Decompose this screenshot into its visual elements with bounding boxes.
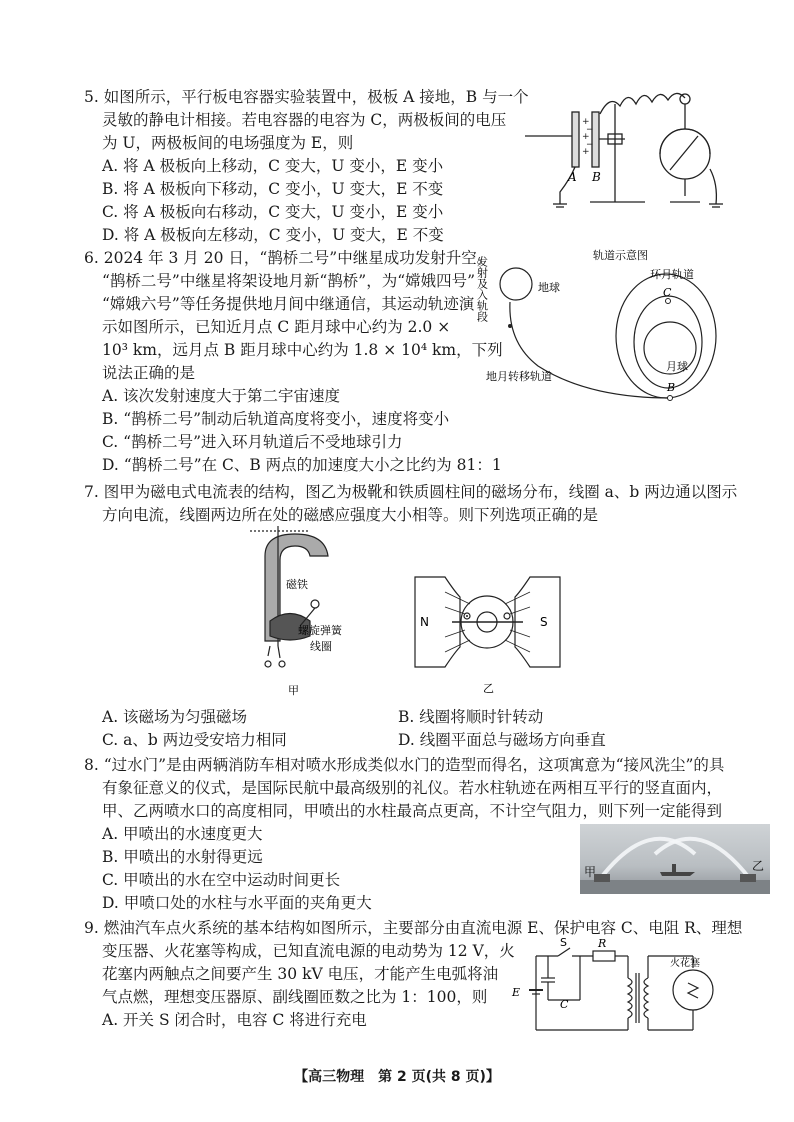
- source-e-label: E: [512, 986, 521, 999]
- capacitor-electrometer-figure: [520, 84, 725, 214]
- q5-line: 为 U，两极板间的电场强度为 E，则: [102, 134, 354, 152]
- coil-label: 线圈: [310, 640, 332, 653]
- magnet-label: 磁铁: [286, 578, 308, 591]
- q6-option-c: C. “鹊桥二号”进入环月轨道后不受地球引力: [102, 433, 403, 451]
- q5-line: 5. 如图所示，平行板电容器实验装置中，极板 A 接地，B 与一个: [84, 88, 529, 106]
- magnetic-field-distribution-figure: [410, 572, 565, 694]
- svg-text:+: +: [582, 117, 590, 127]
- q6-line: 10³ km，远月点 B 距月球中心约为 1.8 × 10⁴ km，下列: [102, 341, 503, 359]
- truck-jia-label: 甲: [584, 865, 597, 879]
- q9-line: 气点燃，理想变压器原、副线圈匝数之比为 1：100，则: [102, 988, 488, 1006]
- q9-line: 花塞内两触点之间要产生 30 kV 电压，才能产生电弧将油: [102, 965, 499, 983]
- q5-option-d: D. 将 A 极板向左移动，C 变小，U 变大，E 不变: [102, 226, 444, 244]
- q8-line: 有象征意义的仪式，是国际民航中最高级别的礼仪。若水柱轨迹在两相互平行的竖直面内，: [102, 779, 723, 797]
- resistor-r-label: R: [598, 937, 607, 950]
- figure-jia-label: 甲: [288, 684, 299, 697]
- figure-yi-label: 乙: [483, 682, 494, 695]
- orbit-diagram-title: 轨道示意图: [593, 249, 648, 262]
- q7-option-b: B. 线圈将顺时针转动: [398, 708, 544, 726]
- q6-line: 示如图所示，已知近月点 C 距月球中心约为 2.0 ×: [102, 318, 451, 336]
- q6-line: “嫦娥六号”等任务提供地月间中继通信，其运动轨迹演: [102, 295, 475, 313]
- plate-a-label: A: [568, 170, 577, 184]
- svg-text:+: +: [582, 132, 590, 142]
- svg-text:+: +: [582, 147, 590, 157]
- svg-text:−: −: [586, 125, 594, 135]
- q8-option-d: D. 甲喷口处的水柱与水平面的夹角更大: [102, 894, 372, 912]
- q8-option-b: B. 甲喷出的水射得更远: [102, 848, 263, 866]
- q7-option-c: C. a、b 两边受安培力相同: [102, 731, 287, 749]
- q6-line: 说法正确的是: [102, 364, 196, 382]
- q6-line: 6. 2024 年 3 月 20 日，“鹊桥二号”中继星成功发射升空。: [84, 249, 493, 267]
- q5-option-b: B. 将 A 极板向下移动，C 变小，U 变大，E 不变: [102, 180, 444, 198]
- south-pole-label: S: [540, 615, 548, 629]
- earth-label: 地球: [538, 281, 560, 294]
- q6-option-d: D. “鹊桥二号”在 C、B 两点的加速度大小之比约为 81：1: [102, 456, 502, 474]
- q9-line: 变压器、火花塞等构成，已知直流电源的电动势为 12 V，火: [102, 942, 515, 960]
- q6-line: “鹊桥二号”中继星将架设地月新“鹊桥”，为“嫦娥四号”: [102, 272, 476, 290]
- lunar-orbit-label: 环月轨道: [650, 268, 694, 281]
- switch-s-label: S: [560, 936, 567, 949]
- launch-phase-label: 发射及入轨段: [475, 256, 489, 322]
- truck-yi-label: 乙: [752, 859, 765, 873]
- page-footer: 【高三物理 第 2 页(共 8 页)】: [294, 1069, 500, 1085]
- water-salute-photo: [580, 824, 770, 894]
- q9-option-a: A. 开关 S 闭合时，电容 C 将进行充电: [102, 1011, 367, 1029]
- q7-line: 7. 图甲为磁电式电流表的结构，图乙为极靴和铁质圆柱间的磁场分布，线圈 a、b 两边通以图示: [84, 483, 738, 501]
- moon-label: 月球: [666, 360, 688, 373]
- north-pole-label: N: [420, 615, 429, 629]
- transfer-orbit-label: 地月转移轨道: [486, 370, 552, 383]
- q6-option-b: B. “鹊桥二号”制动后轨道高度将变小，速度将变小: [102, 410, 450, 428]
- capacitor-c-label: C: [560, 998, 569, 1011]
- q7-option-a: A. 该磁场为匀强磁场: [102, 708, 248, 726]
- q7-line: 方向电流，线圈两边所在处的磁感应强度大小相等。则下列选项正确的是: [102, 506, 599, 524]
- q8-line: 8. “过水门”是由两辆消防车相对喷水形成类似水门的造型而得名，这项寓意为“接风洗尘”的具: [84, 756, 725, 774]
- orbit-diagram-figure: [475, 248, 718, 408]
- q8-option-a: A. 甲喷出的水速度更大: [102, 825, 263, 843]
- ignition-circuit-figure: [508, 938, 718, 1038]
- q9-line: 9. 燃油汽车点火系统的基本结构如图所示，主要部分由直流电源 E、保护电容 C、电阻 R、理想: [84, 919, 743, 937]
- spring-label: 螺旋弹簧: [298, 624, 342, 637]
- water-arch-drawing: [580, 824, 770, 894]
- q5-option-a: A. 将 A 极板向上移动，C 变大，U 变小，E 变小: [102, 157, 444, 175]
- q6-option-a: A. 该次发射速度大于第二宇宙速度: [102, 387, 341, 405]
- q5-option-c: C. 将 A 极板向右移动，C 变大，U 变小，E 变小: [102, 203, 444, 221]
- q5-line: 灵敏的静电计相接。若电容器的电容为 C，两极板间的电压: [102, 111, 507, 129]
- svg-text:−: −: [586, 140, 594, 150]
- point-c-label: C: [663, 286, 672, 299]
- point-b-label: B: [667, 381, 676, 394]
- spark-plug-label: 火花塞: [670, 958, 700, 969]
- galvanometer-structure-figure: [240, 526, 360, 696]
- q8-option-c: C. 甲喷出的水在空中运动时间更长: [102, 871, 341, 889]
- q7-option-d: D. 线圈平面总与磁场方向垂直: [398, 731, 606, 749]
- q8-line: 甲、乙两喷水口的高度相同，甲喷出的水柱最高点更高，不计空气阻力，则下列一定能得到: [102, 802, 723, 820]
- plate-b-label: B: [592, 170, 601, 184]
